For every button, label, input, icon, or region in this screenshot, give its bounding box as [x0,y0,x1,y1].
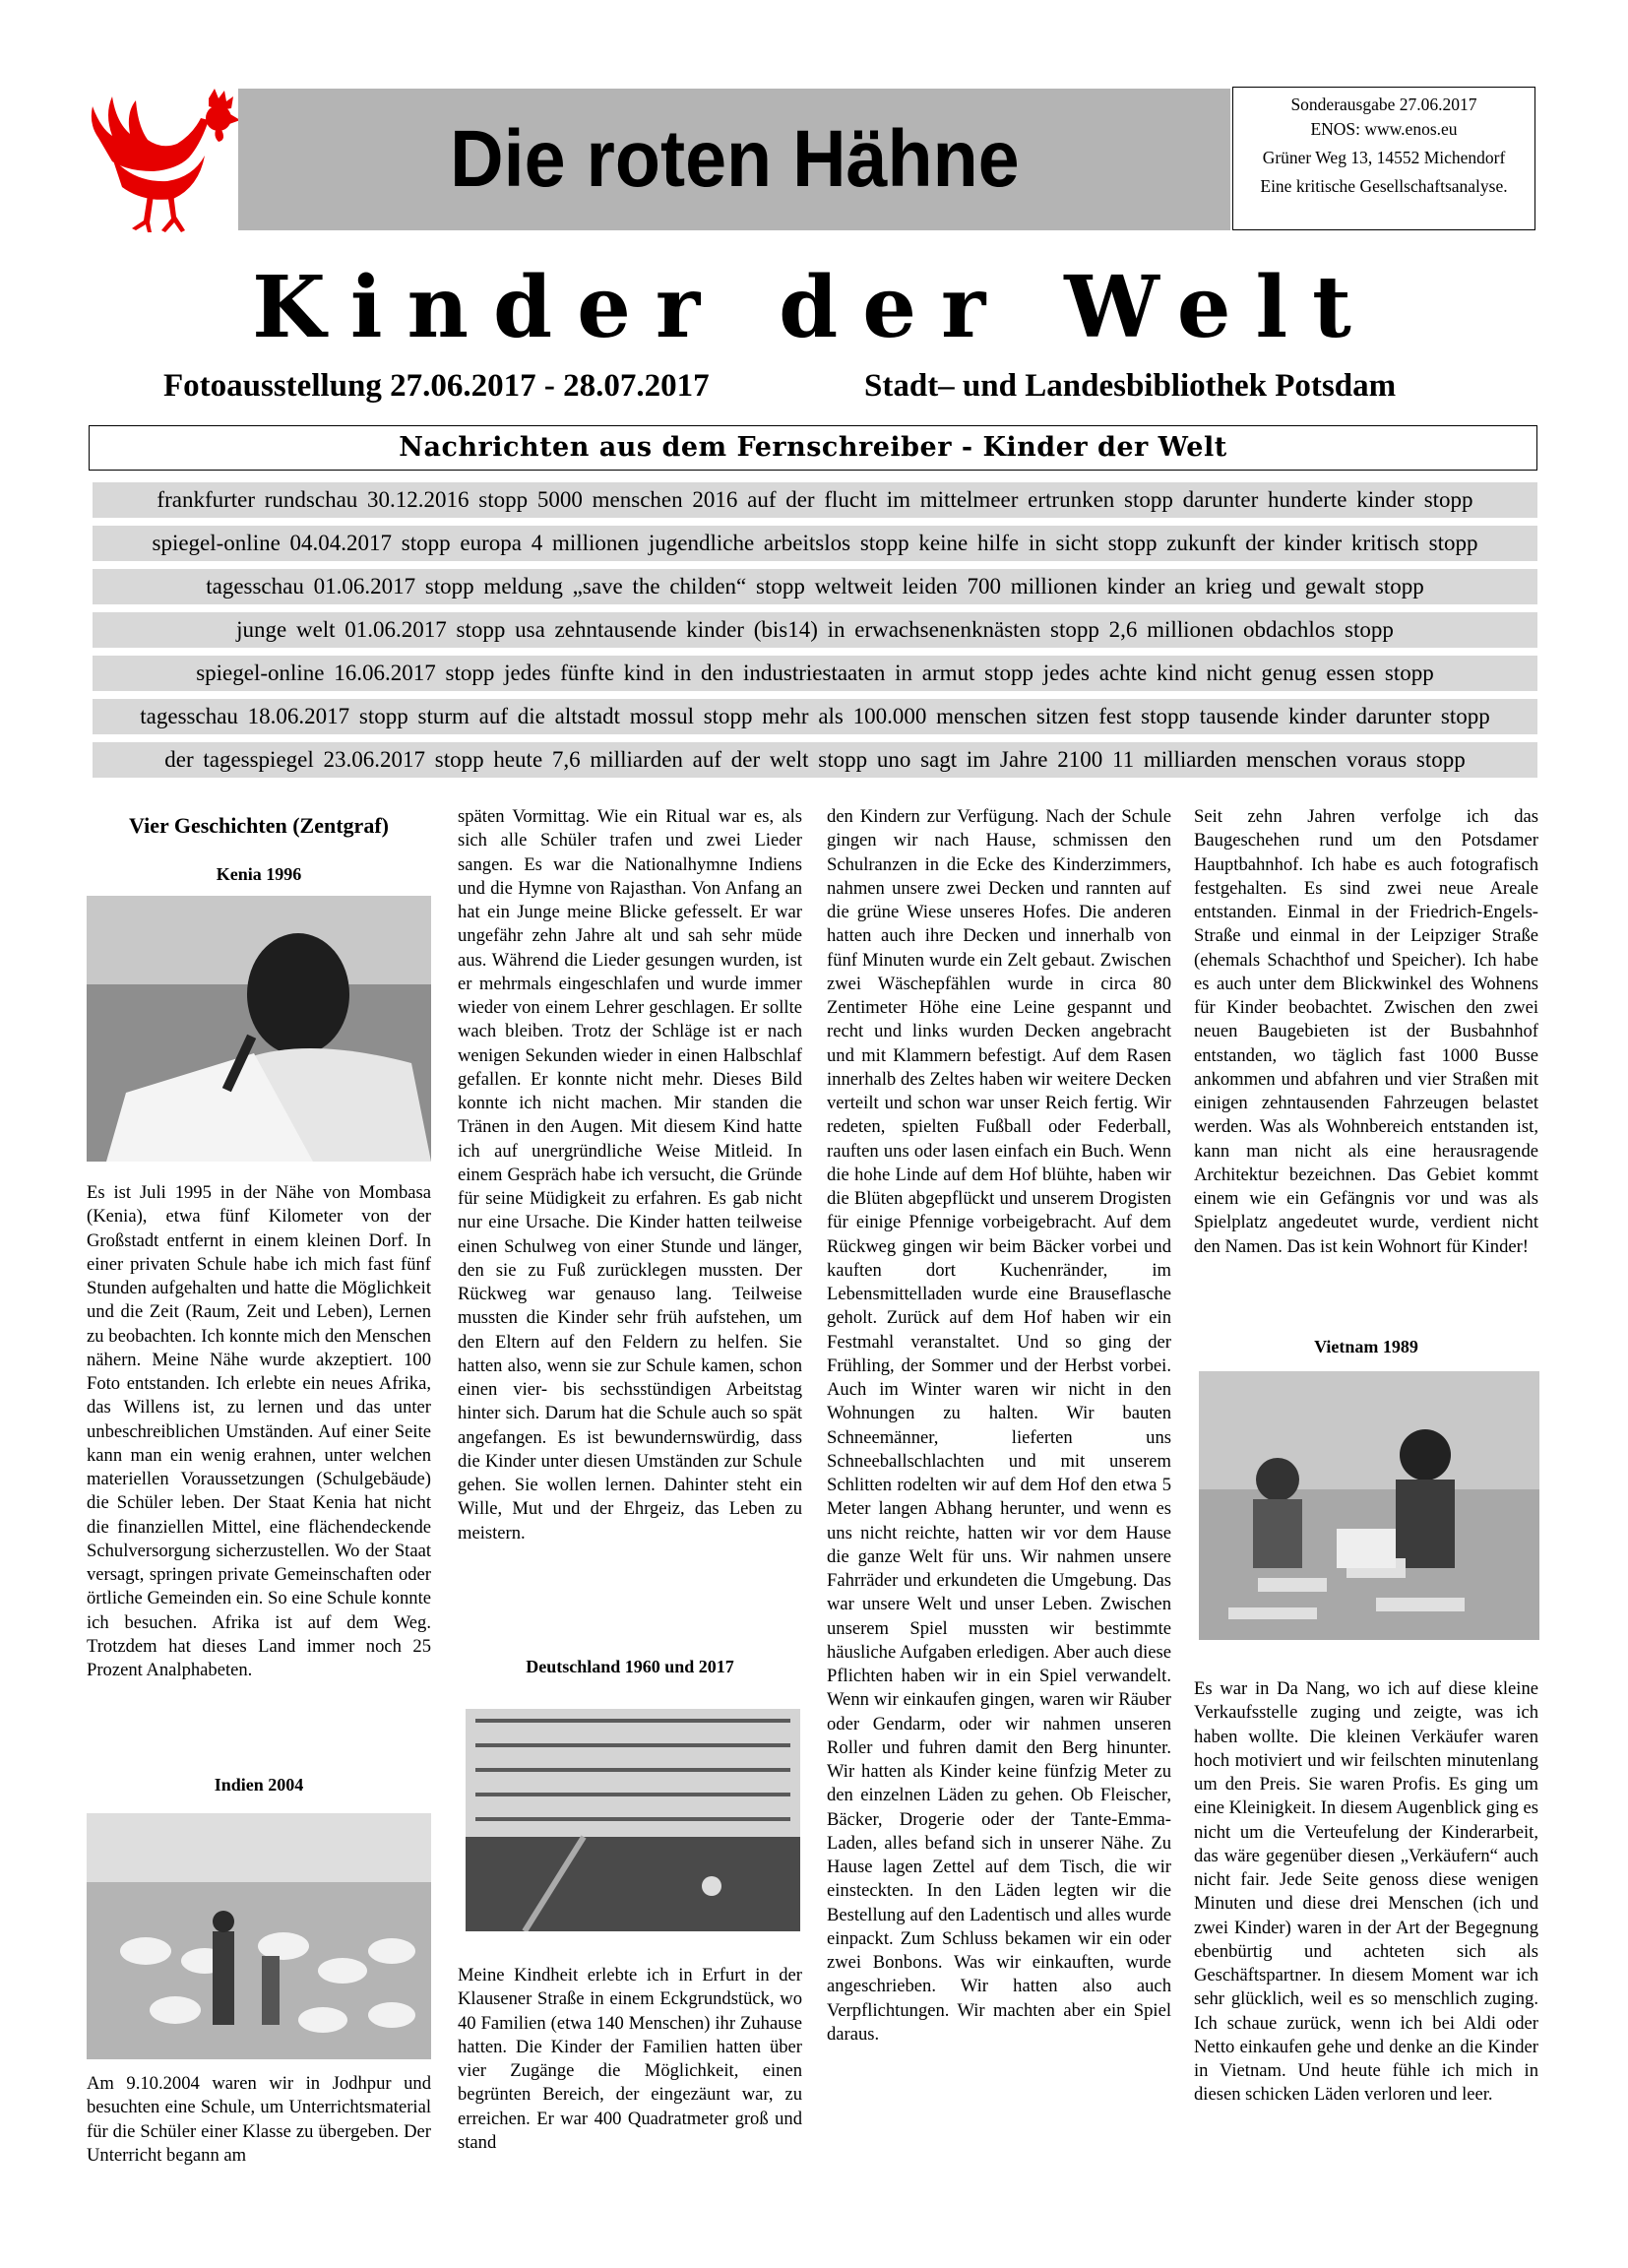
ticker-line: spiegel-online 04.04.2017 stopp europa 4 millionen jugendliche arbeitslos stopp keine hilfe in sicht stopp zukunft der kinder kritisch stopp [93,526,1537,561]
main-headline: Kinder der Welt [252,258,1376,357]
newspaper-title-bar [238,89,1230,230]
newspaper-title: Die roten Hähne [449,114,1020,204]
deutschland-photo [466,1709,800,1931]
red-rooster-logo [83,85,240,237]
indien-text: Am 9.10.2004 waren wir in Jodhpur und besuchten eine Schule, um Unterrichtsmaterial für die Schüler einer Klasse zu übergeben. Der Unterricht begann am [87,2073,431,2166]
column-2-text-b: Meine Kindheit erlebte ich in Erfurt in der Klausener Straße in einem Eckgrundstück, wo 40 Familien (etwa 140 Menschen) ihr Zuhause hatten. Die Kinder der Familien hatten über vier Zugänge die Möglichkeit, einen begrünten Bereich, der eingezäunt war, zu erreichen. Er war 400 Quadratmeter groß und stand [458,1965,802,2153]
deutschland-heading: Deutschland 1960 und 2017 [526,1657,734,1676]
ticker-line: tagesschau 18.06.2017 stopp sturm auf die altstadt mossul stopp mehr als 100.000 menschen sitzen fest stopp tausende kinder darunter stopp [93,699,1537,734]
issue-date: Sonderausgabe 27.06.2017 [1290,94,1477,114]
kenia-photo [87,896,431,1162]
exhibition-venue: Stadt– und Landesbibliothek Potsdam [864,368,1397,404]
vietnam-text: Es war in Da Nang, wo ich auf diese kleine Verkaufsstelle zuging und zeigte, was ich haben wollte. Die kleinen Verkäufer waren hoch motiviert und wir feilschten minutenlang um den Preis. Sie waren Profis. Es ging um eine Kleinigkeit. In diesem Augenblick ging es nicht um die Verteufelung der Kinderarbeit, das wäre gegenüber diesen „Verkäufern“ auch nicht fair. Jede Seite genoss diese wenigen Minuten und diese drei Menschen (ich und zwei Kinder) waren in der Art der Begegnung ebenbürtig und achteten sich als Geschäftspartner. In diesem Moment war ich sehr glücklich, weil es so menschlich zuging. Ich schaue zurück, wenn ich bei Aldi oder Netto einkaufen gehe und denke an die Kinder in Vietnam. Und heute fühle ich mich in diesen schicken Läden verloren und leer. [1194,1678,1538,2106]
ticker-line: der tagesspiegel 23.06.2017 stopp heute 7,6 milliarden auf der welt stopp uno sagt im Jahre 2100 11 milliarden menschen voraus stopp [93,742,1537,778]
column-4-text: Seit zehn Jahren verfolge ich das Baugeschehen rund um den Potsdamer Hauptbahnhof. Ich habe es auch fotografisch festgehalten. Es sind zwei neue Areale entstanden. Einmal in der Friedrich-Engels-Straße und einmal in der Leipziger Straße (ehemals Schachthof und Speicher). Ich habe es auch unter dem Blickwinkel des Wohnens für Kinder beobachtet. Zwischen den zwei neuen Baugebieten ist der Busbahnhof entstanden, wo täglich fast 1000 Busse ankommen und abfahren und vier Straßen mit einigen zehntausenden Fahrzeugen belastet werden. Was als Wohnbereich entstanden ist, kann man nicht als eine herausragende Architektur bezeichnen. Das Gebiet kommt einem wie ein Gefängnis vor und was als Spielplatz angedeutet wurde, verdient nicht den Namen. Das ist kein Wohnort für Kinder! [1194,806,1538,1257]
kenia-text: Es ist Juli 1995 in der Nähe von Mombasa (Kenia), etwa fünf Kilometer von der Großstadt entfernt in einem kleinen Dorf. In einer privaten Schule habe ich mich fast fünf Stunden aufgehalten und hatte die Möglichkeit und die Zeit (Raum, Zeit und Leben), Lernen zu beobachten. Ich konnte mich den Menschen nähern. Meine Nähe wurde akzeptiert. 100 Foto entstanden. Ich erlebte ein neues Afrika, das Willens ist, zu lernen und das unter unbeschreiblichen Umständen. Auf einer Seite kann man ein wenig erahnen, unter welchen materiellen Voraussetzungen (Schulgebäude) die Schüler leben. Der Staat Kenia hat nicht die finanziellen Mittel, eine flächendeckende Schulversorgung sicherzustellen. Wo der Staat versagt, springen private Gemeinschaften oder örtliche Gemeinden ein. So eine Schule konnte ich besuchen. Afrika ist auf dem Weg. Trotzdem hat dieses Land immer noch 25 Prozent Analphabeten. [87,1182,431,1680]
ticker-line: spiegel-online 16.06.2017 stopp jedes fünfte kind in den industriestaaten in armut stopp jedes achte kind nicht genug essen stopp [93,656,1537,691]
issue-address: Grüner Weg 13, 14552 Michendorf [1262,148,1506,167]
column-3-text: den Kindern zur Verfügung. Nach der Schule gingen wir nach Hause, schmissen den Schulranzen in die Ecke des Kinderzimmers, nahmen unsere zwei Decken und rannten auf die grüne Wiese unseres Hofes. Die anderen hatten auch ihre Decken und innerhalb von fünf Minuten wurde ein Zelt gebaut. Zwischen zwei Wäschepfählen wurde in circa 80 Zentimeter Höhe eine Leine gespannt und recht und links wurden Decken angebracht und mit Klammern befestigt. Auf dem Rasen innerhalb des Zeltes haben wir weitere Decken verteilt und schon war unser Reich fertig. Wir redeten, spielten Fußball oder Federball, rauften uns oder lasen einfach ein Buch. Wenn die hohe Linde auf dem Hof blühte, haben wir die Blüten abgepflückt und unserem Drogisten für einige Pfennige vorbeigebracht. Auf dem Rückweg gingen wir beim Bäcker vorbei und kauften dort Kuchenränder, im Lebensmittelladen wurde eine Brauseflasche geholt. Zurück auf dem Hof haben wir ein Festmahl veranstaltet. Und so ging der Frühling, der Sommer und der Herbst vorbei. Auch im Winter waren wir nicht in den Wohnungen zu halten. Wir bauten Schneemänner, lieferten uns Schneeballschlachten und mit unserem Schlitten rodelten wir auf dem Hof den etwa 5 Meter langen Abhang herunter, und wenn es uns nicht reichte, hatten wir vor dem Hause die ganze Welt für uns. Wir nahmen unsere Fahrräder und erkundeten die Umgebung. Das war unsere Welt und unser Leben. Zwischen unserem Spiel mussten wir bestimmte häusliche Aufgaben erledigen. Aber auch diese Pflichten haben wir in ein Spiel verwandelt. Wenn wir einkaufen gingen, waren wir Räuber oder Gendarm, oder wir nahmen unseren Roller und fuhren damit den Berg hinunter. Wir hatten als Kinder keine fünfzig Meter zu den einzelnen Läden zu gehen. Ob Fleischer, Bäcker, Drogerie oder der Tante-Emma-Laden, alles befand sich in unserer Nähe. Zu Hause lagen Zettel auf dem Tisch, die wir einsteckten. In den Läden legten wir die Bestellung auf den Ladentisch und alles wurde einpackt. Zum Schluss bekamen wir ein oder zwei Bonbons. Was wir einkauften, wurde angeschrieben. Wir hatten also auch Verpflichtungen. Wir machten aber ein Spiel daraus. [827,806,1171,2045]
ticker-title: Nachrichten aus dem Fernschreiber - Kinder der Welt [89,425,1537,471]
ticker-line: frankfurter rundschau 30.12.2016 stopp 5000 menschen 2016 auf der flucht im mittelmeer ertrunken stopp darunter hunderte kinder stopp [93,482,1537,518]
article-heading: Vier Geschichten (Zentgraf) [129,813,389,838]
issue-website: ENOS: www.enos.eu [1310,119,1458,139]
exhibition-dates: Fotoausstellung 27.06.2017 - 28.07.2017 [163,368,710,404]
vietnam-photo [1199,1371,1539,1640]
issue-tagline: Eine kritische Gesellschaftsanalyse. [1260,176,1508,196]
indien-photo [87,1813,431,2059]
ticker-line: junge welt 01.06.2017 stopp usa zehntausende kinder (bis14) in erwachsenenknästen stopp 2,6 millionen obdachlos stopp [93,612,1537,648]
kenia-heading: Kenia 1996 [216,864,302,884]
issue-info-box [1232,87,1535,230]
column-2-text: späten Vormittag. Wie ein Ritual war es, als sich alle Schüler trafen und zwei Lieder sangen. Es war die Nationalhymne Indiens und die Hymne von Rajasthan. Von Anfang an hat ein Junge meine Blicke gefesselt. Er war ungefähr zehn Jahre alt und sah sehr müde aus. Während die Lieder gesungen wurden, ist er mehrmals eingeschlafen und wurde immer wieder von einem Lehrer geschlagen. Er sollte wach bleiben. Trotz der Schläge ist er nach wenigen Sekunden wieder in einen Halbschlaf gefallen. Er konnte nicht mehr. Dieses Bild konnte ich nicht machen. Mir standen die Tränen in den Augen. Mit diesem Kind hatte ich auf unergründliche Weise Mitleid. In einem Gespräch habe ich versucht, die Gründe für seine Müdigkeit zu erfahren. Es gab nicht nur eine Ursache. Die Kinder hatten teilweise einen Schulweg von einer Stunde und länger, den sie zu Fuß zurücklegen mussten. Der Rückweg war genauso lang. Teilweise mussten die Kinder sehr früh aufstehen, um den Eltern auf den Feldern zu helfen. Sie hatten also, wenn sie zur Schule kamen, schon einen vier- bis sechsstündigen Arbeitstag hinter sich. Darum hat die Schule auch so spät angefangen. Es ist bewundernswürdig, dass die Kinder unter diesen Umständen zur Schule gehen. Sie wollen lernen. Dahinter steht ein Wille, Mut und der Ehrgeiz, das Leben zu meistern. [458,806,802,1544]
ticker-line: tagesschau 01.06.2017 stopp meldung „save the childen“ stopp weltweit leiden 700 millionen kinder an krieg und gewalt stopp [93,569,1537,604]
indien-heading: Indien 2004 [214,1775,304,1795]
vietnam-heading: Vietnam 1989 [1314,1337,1418,1356]
